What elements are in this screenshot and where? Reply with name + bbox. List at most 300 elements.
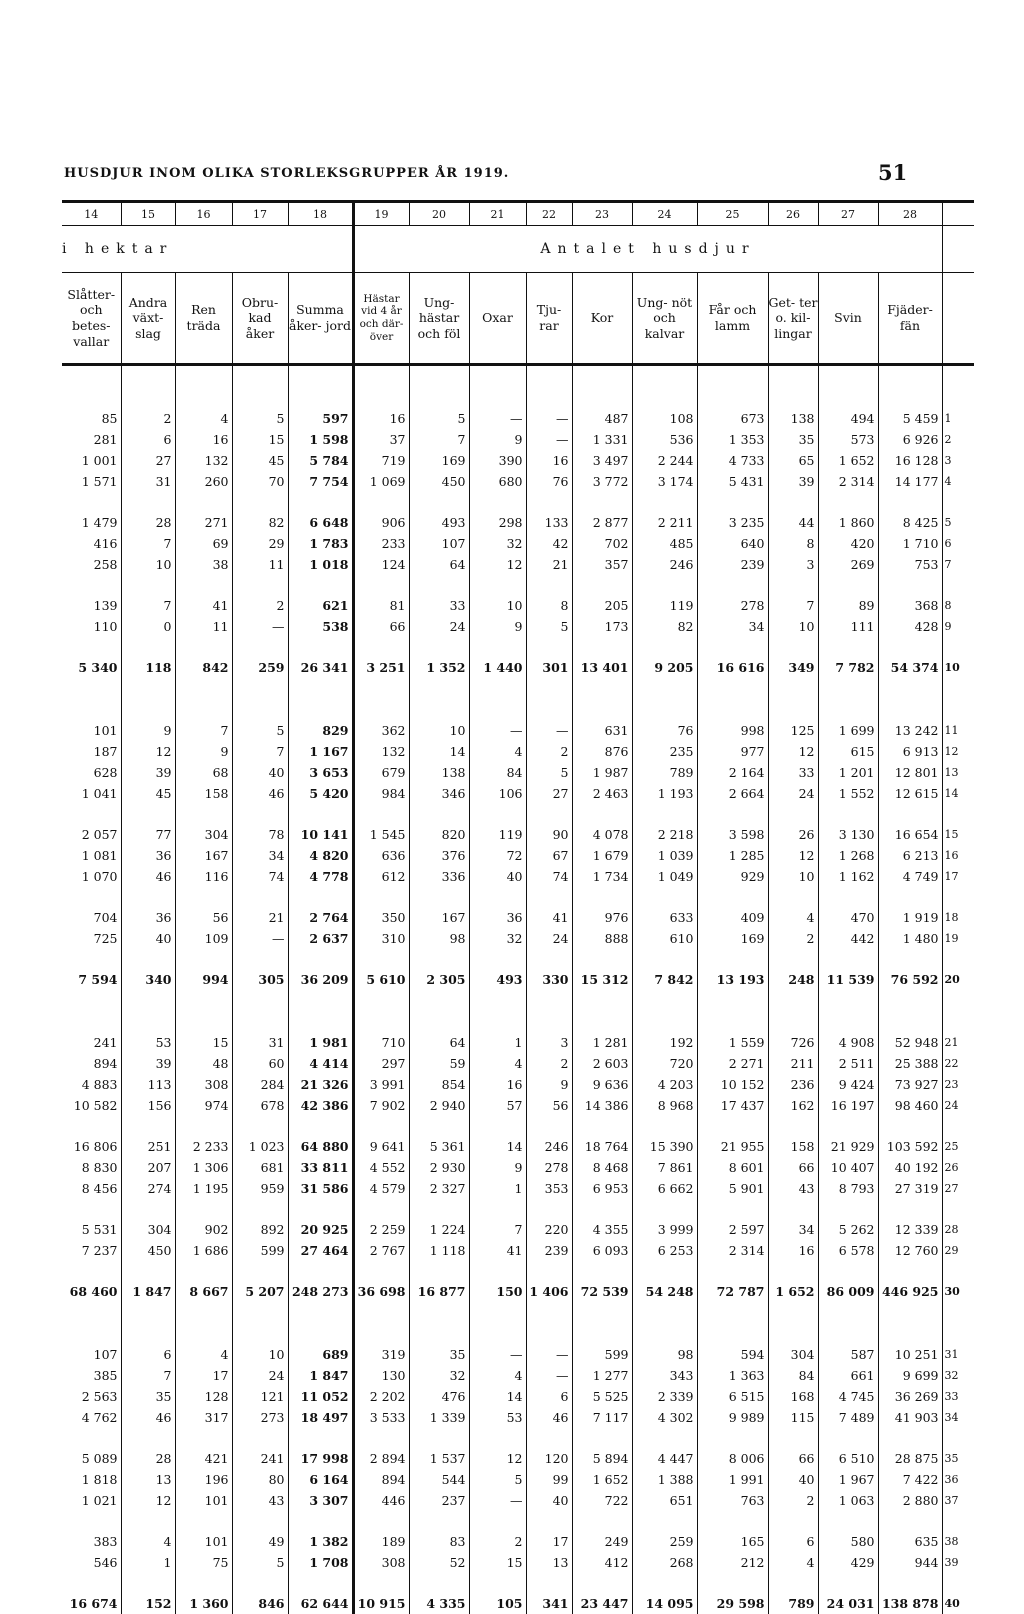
table-cell: 929	[697, 866, 768, 887]
table-cell: 4	[175, 408, 232, 429]
table-row	[62, 1469, 974, 1490]
blank-cell	[572, 887, 632, 907]
table-cell: 340	[121, 969, 175, 990]
table-cell: 66	[353, 616, 409, 637]
blank-cell	[768, 1199, 818, 1219]
table-cell: 220	[526, 1219, 572, 1240]
table-cell: 162	[768, 1095, 818, 1116]
table-cell: 138 878	[878, 1593, 942, 1614]
row-number: 26	[942, 1157, 974, 1178]
blank-cell	[768, 1302, 818, 1344]
table-cell: 573	[818, 429, 878, 450]
table-cell: 158	[768, 1136, 818, 1157]
blank-cell	[632, 1573, 697, 1593]
blank-cell	[942, 1261, 974, 1281]
table-cell: 390	[469, 450, 526, 471]
table-cell: 3 991	[353, 1074, 409, 1095]
blank-cell	[697, 1428, 768, 1448]
table-cell: 902	[175, 1219, 232, 1240]
blank-cell	[697, 804, 768, 824]
column-number: 19	[353, 202, 409, 226]
table-cell: 304	[768, 1344, 818, 1365]
table-cell: 2 603	[572, 1053, 632, 1074]
table-cell: 1 339	[409, 1407, 469, 1428]
blank-cell	[572, 990, 632, 1032]
group-gap	[62, 575, 974, 595]
table-cell: 1 049	[632, 866, 697, 887]
total-gap	[62, 1573, 974, 1593]
table-cell: 36 698	[353, 1281, 409, 1302]
table-cell: 16 616	[697, 657, 768, 678]
table-row	[62, 1178, 974, 1199]
table-cell: 1 081	[81, 848, 118, 863]
table-cell: —	[526, 429, 572, 450]
blank-cell	[632, 1116, 697, 1136]
table-cell: 894	[93, 1056, 118, 1071]
blank-cell	[697, 678, 768, 720]
table-cell: 2 877	[572, 512, 632, 533]
table-cell: 125	[768, 720, 818, 741]
row-number: 18	[942, 907, 974, 928]
blank-cell	[232, 1302, 288, 1344]
blank-cell	[409, 492, 469, 512]
table-cell: 77	[121, 824, 175, 845]
table-cell: 35	[121, 1386, 175, 1407]
table-cell: 1 021	[81, 1493, 118, 1508]
blank-cell	[768, 990, 818, 1032]
table-cell: 1 847	[121, 1281, 175, 1302]
table-row	[62, 450, 974, 471]
table-cell: 76	[632, 720, 697, 741]
table-cell: 11 052	[288, 1386, 353, 1407]
table-cell: 2 511	[818, 1053, 878, 1074]
blank-cell	[818, 1511, 878, 1531]
blank-cell	[62, 492, 121, 512]
table-cell: 2 664	[697, 783, 768, 804]
table-cell: 974	[175, 1095, 232, 1116]
table-cell: 12 760	[878, 1240, 942, 1261]
table-cell: 2	[526, 741, 572, 762]
table-cell: 2 218	[632, 824, 697, 845]
table-cell: 2 314	[818, 471, 878, 492]
blank-cell	[878, 1511, 942, 1531]
table-cell: 13 193	[697, 969, 768, 990]
column-number: 28	[878, 202, 942, 226]
blank-cell	[942, 678, 974, 720]
table-cell: —	[469, 408, 526, 429]
blank-cell	[878, 887, 942, 907]
blank-cell	[121, 1261, 175, 1281]
blank-cell	[697, 1511, 768, 1531]
table-cell: 165	[697, 1531, 768, 1552]
table-cell: 429	[818, 1552, 878, 1573]
blank-cell	[632, 990, 697, 1032]
blank-cell	[768, 365, 818, 409]
table-cell: —	[526, 1344, 572, 1365]
table-cell: 310	[353, 928, 409, 949]
table-cell: 346	[409, 783, 469, 804]
table-cell: 4 749	[878, 866, 942, 887]
table-cell: 43	[232, 1490, 288, 1511]
table-cell: 34	[697, 616, 768, 637]
table-cell: 4 078	[572, 824, 632, 845]
table-cell: 21 929	[818, 1136, 878, 1157]
blank-cell	[175, 575, 232, 595]
table-cell: 106	[469, 783, 526, 804]
table-cell: 10 582	[73, 1098, 118, 1113]
row-number: 34	[942, 1407, 974, 1428]
table-cell: —	[526, 1365, 572, 1386]
table-row	[62, 1490, 974, 1511]
group-gap	[62, 887, 974, 907]
table-cell: 7	[768, 595, 818, 616]
table-cell: 10 141	[288, 824, 353, 845]
blank-cell	[353, 365, 409, 409]
table-cell: 13 401	[572, 657, 632, 678]
table-cell: 1 734	[572, 866, 632, 887]
blank-cell	[572, 949, 632, 969]
blank-cell	[942, 887, 974, 907]
blank-cell	[232, 1428, 288, 1448]
table-cell: 8 456	[81, 1181, 118, 1196]
blank-cell	[409, 1199, 469, 1219]
table-cell: 612	[353, 866, 409, 887]
table-cell: 246	[526, 1136, 572, 1157]
table-cell: 704	[93, 910, 118, 925]
table-cell: 1 281	[572, 1032, 632, 1053]
table-cell: 536	[632, 429, 697, 450]
table-cell: 27	[121, 450, 175, 471]
column-number: 26	[768, 202, 818, 226]
table-cell: 1	[469, 1178, 526, 1199]
table-cell: 130	[353, 1365, 409, 1386]
table-cell: 308	[175, 1074, 232, 1095]
table-cell: 7 594	[78, 972, 118, 987]
table-cell: 1 559	[697, 1032, 768, 1053]
table-cell: 2 894	[353, 1448, 409, 1469]
header-gap	[62, 365, 974, 409]
row-number: 30	[942, 1281, 974, 1302]
table-cell: 128	[175, 1386, 232, 1407]
table-cell: 1 201	[818, 762, 878, 783]
table-cell: 6 913	[878, 741, 942, 762]
table-cell: 442	[818, 928, 878, 949]
table-cell: 599	[232, 1240, 288, 1261]
table-cell: 4 355	[572, 1219, 632, 1240]
table-cell: 678	[232, 1095, 288, 1116]
blank-cell	[288, 365, 353, 409]
table-cell: 2 164	[697, 762, 768, 783]
table-cell: 37	[353, 429, 409, 450]
table-cell: 82	[232, 512, 288, 533]
blank-cell	[353, 1511, 409, 1531]
table-cell: 103 592	[878, 1136, 942, 1157]
table-cell: 241	[232, 1448, 288, 1469]
table-cell: 428	[878, 616, 942, 637]
table-cell: 368	[878, 595, 942, 616]
blank-cell	[232, 1116, 288, 1136]
row-number: 27	[942, 1178, 974, 1199]
table-cell: 308	[353, 1552, 409, 1573]
blank-cell	[175, 1428, 232, 1448]
table-cell: 4 745	[818, 1386, 878, 1407]
blank-cell	[469, 365, 526, 409]
table-cell: 138	[768, 408, 818, 429]
table-cell: 679	[353, 762, 409, 783]
row-number: 39	[942, 1552, 974, 1573]
table-cell: 421	[175, 1448, 232, 1469]
table-cell: 273	[232, 1407, 288, 1428]
block-gap	[62, 990, 974, 1032]
table-cell: 207	[121, 1157, 175, 1178]
blank-cell	[175, 804, 232, 824]
table-cell: 1 063	[818, 1490, 878, 1511]
table-cell: 5 531	[81, 1222, 118, 1237]
blank-cell	[353, 1302, 409, 1344]
table-cell: 9	[469, 1157, 526, 1178]
table-cell: 1 652	[572, 1469, 632, 1490]
table-cell: 233	[353, 533, 409, 554]
blank-cell	[175, 678, 232, 720]
blank-cell	[288, 492, 353, 512]
table-cell: 116	[175, 866, 232, 887]
row-number-header	[942, 202, 974, 226]
table-cell: 34	[768, 1219, 818, 1240]
table-cell: 343	[632, 1365, 697, 1386]
blank-cell	[768, 1573, 818, 1593]
blank-cell	[942, 1116, 974, 1136]
blank-cell	[353, 678, 409, 720]
blank-cell	[288, 1261, 353, 1281]
blank-cell	[62, 1199, 121, 1219]
table-cell: 34	[232, 845, 288, 866]
blank-cell	[818, 1302, 878, 1344]
table-cell: 41	[469, 1240, 526, 1261]
table-cell: 4 414	[288, 1053, 353, 1074]
blank-cell	[526, 678, 572, 720]
table-cell: 8	[768, 533, 818, 554]
table-cell: 1 552	[818, 783, 878, 804]
blank-cell	[409, 678, 469, 720]
table-cell: 29	[232, 533, 288, 554]
table-cell: 7	[232, 741, 288, 762]
table-cell: 353	[526, 1178, 572, 1199]
table-cell: 6 578	[818, 1240, 878, 1261]
table-cell: 1 193	[632, 783, 697, 804]
table-cell: 59	[409, 1053, 469, 1074]
table-cell: 105	[469, 1593, 526, 1614]
table-cell: 24	[232, 1365, 288, 1386]
table-cell: 2	[526, 1053, 572, 1074]
blank-cell	[526, 575, 572, 595]
row-number: 21	[942, 1032, 974, 1053]
blank-cell	[469, 1116, 526, 1136]
table-cell: 1 479	[81, 515, 118, 530]
table-cell: 1 699	[818, 720, 878, 741]
table-row	[62, 824, 974, 845]
column-number: 14	[62, 202, 121, 226]
blank-cell	[878, 1116, 942, 1136]
table-cell: 33 811	[288, 1157, 353, 1178]
table-row	[62, 1157, 974, 1178]
table-cell: 36	[469, 907, 526, 928]
blank-cell	[409, 637, 469, 657]
table-cell: 2 767	[353, 1240, 409, 1261]
table-cell: 7 422	[878, 1469, 942, 1490]
table-cell: 984	[353, 783, 409, 804]
table-cell: 20 925	[288, 1219, 353, 1240]
blank-cell	[62, 678, 121, 720]
table-cell: 640	[697, 533, 768, 554]
table-cell: 16	[526, 450, 572, 471]
table-cell: 681	[232, 1157, 288, 1178]
blank-cell	[469, 949, 526, 969]
blank-cell	[469, 1511, 526, 1531]
table-cell: 7 489	[818, 1407, 878, 1428]
table-cell: 40 192	[878, 1157, 942, 1178]
table-cell: 1	[121, 1552, 175, 1573]
table-cell: 16 674	[69, 1596, 118, 1611]
table-cell: 341	[526, 1593, 572, 1614]
table-cell: 12	[768, 741, 818, 762]
table-cell: 4 733	[697, 450, 768, 471]
column-header: Fjäder- fän	[878, 273, 942, 365]
table-cell: 132	[175, 450, 232, 471]
table-cell: 67	[526, 845, 572, 866]
table-cell: 274	[121, 1178, 175, 1199]
blank-cell	[526, 1199, 572, 1219]
table-cell: 357	[572, 554, 632, 575]
table-cell: 11	[232, 554, 288, 575]
table-cell: 72 787	[697, 1281, 768, 1302]
table-cell: 3 533	[353, 1407, 409, 1428]
table-cell: 494	[818, 408, 878, 429]
table-cell: 2 764	[288, 907, 353, 928]
column-number-row	[62, 202, 974, 226]
table-cell: 7	[409, 429, 469, 450]
table-cell: 5 262	[818, 1219, 878, 1240]
table-cell: 610	[632, 928, 697, 949]
table-cell: 6 953	[572, 1178, 632, 1199]
table-row	[62, 1053, 974, 1074]
table-cell: 9 636	[572, 1074, 632, 1095]
table-cell: 5	[526, 762, 572, 783]
row-number: 25	[942, 1136, 974, 1157]
table-cell: 10	[768, 866, 818, 887]
table-cell: 753	[878, 554, 942, 575]
table-row	[62, 907, 974, 928]
table-cell: 8	[526, 595, 572, 616]
table-cell: 14	[469, 1386, 526, 1407]
table-cell: —	[469, 1344, 526, 1365]
table-cell: 3 130	[818, 824, 878, 845]
table-cell: 36	[121, 907, 175, 928]
table-cell: 1 818	[81, 1472, 118, 1487]
blank-cell	[572, 804, 632, 824]
table-cell: 6 648	[288, 512, 353, 533]
table-cell: 84	[469, 762, 526, 783]
table-cell: 42	[526, 533, 572, 554]
table-cell: 278	[697, 595, 768, 616]
table-cell: 118	[121, 657, 175, 678]
table-cell: 46	[232, 783, 288, 804]
table-cell: 888	[572, 928, 632, 949]
table-cell: 8 601	[697, 1157, 768, 1178]
blank-cell	[632, 887, 697, 907]
table-cell: 1 360	[175, 1593, 232, 1614]
blank-cell	[121, 1302, 175, 1344]
blank-cell	[572, 1511, 632, 1531]
blank-cell	[353, 990, 409, 1032]
table-cell: 248 273	[288, 1281, 353, 1302]
table-cell: —	[526, 408, 572, 429]
table-cell: 258	[93, 557, 118, 572]
blank-cell	[121, 949, 175, 969]
blank-cell	[697, 949, 768, 969]
column-header: Andra växt- slag	[121, 273, 175, 365]
table-cell: 78	[232, 824, 288, 845]
table-cell: 23 447	[572, 1593, 632, 1614]
table-cell: 237	[409, 1490, 469, 1511]
table-cell: 3 999	[632, 1219, 697, 1240]
table-row	[62, 595, 974, 616]
table-cell: 167	[409, 907, 469, 928]
table-cell: 615	[818, 741, 878, 762]
blank-cell	[175, 1199, 232, 1219]
block-gap	[62, 678, 974, 720]
table-row	[62, 1448, 974, 1469]
table-cell: 31	[232, 1032, 288, 1053]
table-row	[62, 1136, 974, 1157]
table-cell: 722	[572, 1490, 632, 1511]
table-cell: 52 948	[878, 1032, 942, 1053]
blank-cell	[353, 949, 409, 969]
table-cell: 493	[469, 969, 526, 990]
table-cell: 959	[232, 1178, 288, 1199]
table-cell: —	[526, 720, 572, 741]
table-cell: 726	[768, 1032, 818, 1053]
table-row	[62, 554, 974, 575]
blank-cell	[572, 637, 632, 657]
blank-cell	[818, 1428, 878, 1448]
table-cell: 89	[818, 595, 878, 616]
table-cell: 3 598	[697, 824, 768, 845]
table-cell: 64 880	[288, 1136, 353, 1157]
table-cell: 21	[232, 907, 288, 928]
table-cell: 3 772	[572, 471, 632, 492]
blank-cell	[697, 887, 768, 907]
blank-cell	[353, 887, 409, 907]
table-cell: 14	[409, 741, 469, 762]
table-cell: 2 271	[697, 1053, 768, 1074]
row-number: 10	[942, 657, 974, 678]
blank-cell	[469, 887, 526, 907]
blank-cell	[409, 949, 469, 969]
table-cell: 16	[353, 408, 409, 429]
blank-cell	[768, 492, 818, 512]
table-cell: 17 998	[288, 1448, 353, 1469]
blank-cell	[353, 804, 409, 824]
row-number: 2	[942, 429, 974, 450]
blank-cell	[288, 949, 353, 969]
table-cell: 621	[288, 595, 353, 616]
table-cell: 9 699	[878, 1365, 942, 1386]
blank-cell	[632, 949, 697, 969]
row-number: 28	[942, 1219, 974, 1240]
blank-cell	[768, 678, 818, 720]
table-row	[62, 1240, 974, 1261]
blank-cell	[697, 1199, 768, 1219]
